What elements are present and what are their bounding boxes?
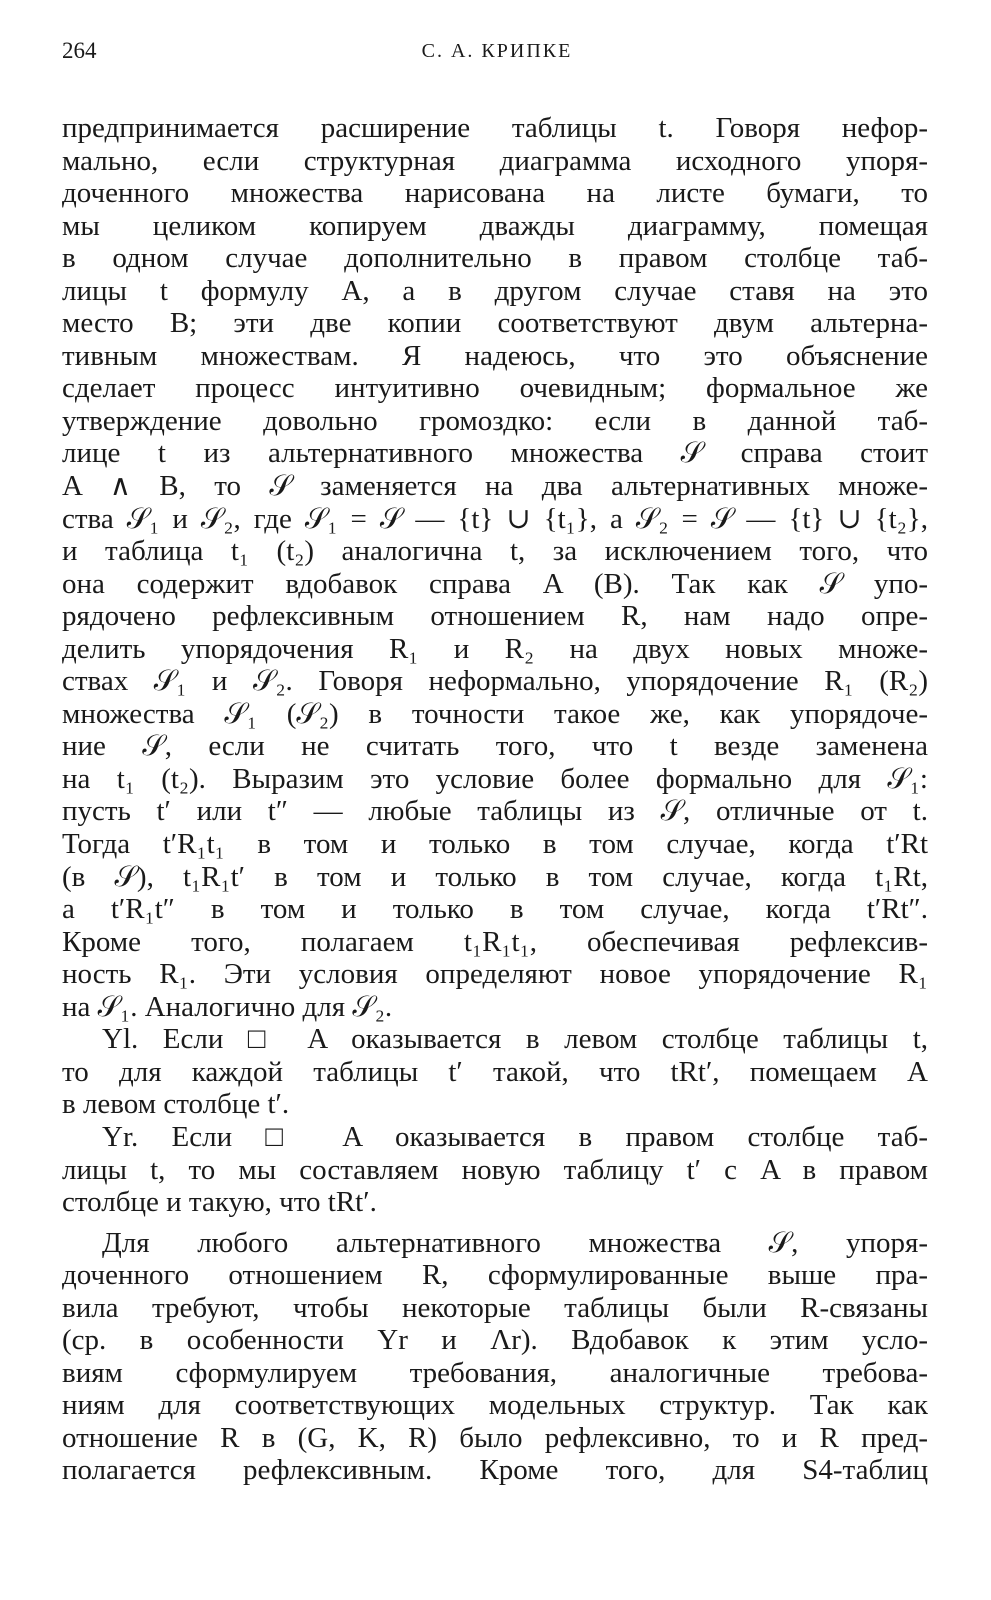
text-line: лицы t формулу A, а в другом случае ставя на это [62, 274, 928, 307]
text-line: место B; эти две копии соответствуют двум альтерна- [62, 307, 928, 340]
text-line: ние 𝒮, если не считать того, что t везде заменена [62, 730, 928, 763]
text-line: доченного множества нарисована на листе бумаги, то [62, 177, 928, 210]
text-line: сделает процесс интуитивно очевидным; формальное же [62, 372, 928, 405]
text-line: A ∧ B, то 𝒮 заменяется на два альтернативных множе- [62, 470, 928, 503]
text-line: ства 𝒮₁ и 𝒮₂, где 𝒮₁ = 𝒮 — {t} ∪ {t₁}, а 𝒮₂ = 𝒮 — {t} ∪ {t₂}, [62, 502, 928, 535]
text-line: ниям для соответствующих модельных структур. Так как [62, 1389, 928, 1422]
text-line: в левом столбце t′. [62, 1088, 290, 1121]
text-line: рядочено рефлексивным отношением R, нам надо опре- [62, 600, 928, 633]
text-line: мально, если структурная диаграмма исходного упоря- [62, 144, 928, 177]
text-line: отношение R в (G, K, R) было рефлексивно, то и R пред- [62, 1421, 928, 1454]
text-line: (в 𝒮), t₁R₁t′ в том и только в том случае, когда t₁Rt, [62, 860, 928, 893]
text-line: ность R₁. Эти условия определяют новое упорядочение R₁ [62, 958, 928, 991]
text-line: то для каждой таблицы t′ такой, что tRt′, помещаем A [62, 1055, 928, 1088]
text-line: виям сформулируем требования, аналогичные требова- [62, 1356, 928, 1389]
text-line: мы целиком копируем дважды диаграмму, помещая [62, 209, 928, 242]
text-line: вила требуют, чтобы некоторые таблицы были R-связаны [62, 1291, 928, 1324]
text-line: делить упорядочения R₁ и R₂ на двух новых множе- [62, 632, 928, 665]
text-line: доченного отношением R, сформулированные выше пра- [62, 1259, 928, 1292]
text-line: лицы t, то мы составляем новую таблицу t′ с A в правом [62, 1153, 928, 1186]
text-line: лице t из альтернативного множества 𝒮 справа стоит [62, 437, 928, 470]
text-line: предпринимается расширение таблицы t. Говоря нефор- [62, 112, 928, 144]
text-line: она содержит вдобавок справа A (B). Так как 𝒮 упо- [62, 567, 928, 600]
text-line: а t′R₁t″ в том и только в том случае, когда t′Rt″. [62, 893, 928, 926]
text-line: в одном случае дополнительно в правом столбце таб- [62, 242, 928, 275]
text-line: утверждение довольно громоздко: если в данной таб- [62, 404, 928, 437]
text-line: Кроме того, полагаем t₁R₁t₁, обеспечивая рефлексив- [62, 925, 928, 958]
rule-yl-line: Yl. Если □ A оказывается в левом столбце таблицы t, [102, 1023, 928, 1056]
page-number: 264 [62, 38, 97, 63]
text-line: Тогда t′R₁t₁ в том и только в том случае, когда t′Rt [62, 828, 928, 861]
text-line: множества 𝒮₁ (𝒮₂) в точности такое же, как упорядоче- [62, 697, 928, 730]
paragraph-start-line: Для любого альтернативного множества 𝒮, упоря- [102, 1226, 928, 1259]
text-line: столбце и такую, что tRt′. [62, 1186, 377, 1219]
text-line: на 𝒮₁. Аналогично для 𝒮₂. [62, 990, 393, 1023]
text-line: и таблица t₁ (t₂) аналогична t, за исключением того, что [62, 535, 928, 568]
text-line: ствах 𝒮₁ и 𝒮₂. Говоря неформально, упорядочение R₁ (R₂) [62, 665, 928, 698]
text-line: (ср. в особенности Yr и Λr). Вдобавок к этим усло- [62, 1324, 928, 1357]
text-line: полагается рефлексивным. Кроме того, для S4-таблиц [62, 1454, 928, 1487]
rule-yr-line: Yr. Если □ A оказывается в правом столбце таб- [102, 1120, 928, 1153]
text-line: на t₁ (t₂). Выразим это условие более формально для 𝒮₁: [62, 762, 928, 795]
body-text [62, 112, 928, 1487]
text-line: тивным множествам. Я надеюсь, что это объяснение [62, 339, 928, 372]
page-header [62, 38, 932, 68]
text-line: пусть t′ или t″ — любые таблицы из 𝒮, отличные от t. [62, 795, 928, 828]
running-title: С. А. КРИПКЕ [421, 40, 573, 62]
